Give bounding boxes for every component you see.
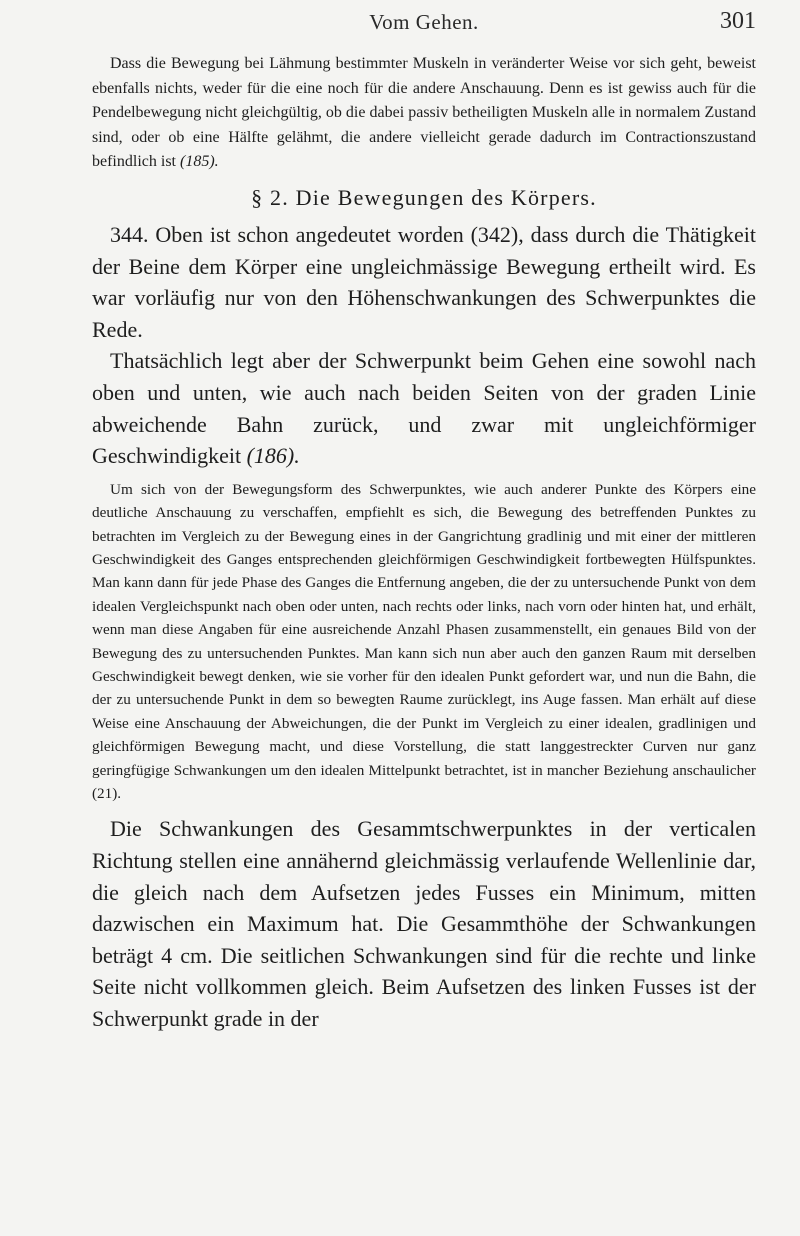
reference-note: (186). [246,443,300,469]
page-number: 301 [720,8,756,34]
paragraph-344: 344. Oben ist schon angedeutet worden (342), dass durch die Thätigkeit der Beine dem Körper eine ungleichmässige Bewegung ertheilt wird. Es war vorläufig nur von den Höhenschwankungen des Schwerpunktes die Rede. [92,221,756,342]
page-content [92,52,756,1035]
paragraph-text: Dass die Bewegung bei Lähmung bestimmter Muskeln in veränderter Weise vor sich geht, beweist ebenfalls nichts, weder für die eine noch für die andere Anschauung. Denn es ist gewiss auch für die Pendelbewegung nicht gleichgültig, ob die dabei passiv betheiligten Muskeln alle in normalem Zustand sind, oder ob eine Hälfte gelähmt, die andere vielleicht gerade dadurch im Contractionszustand befindlich ist [92,55,756,171]
paragraph-schwankungen: Die Schwankungen des Gesammtschwerpunktes in der verticalen Richtung stellen eine annähernd gleichmässig verlaufende Wellenlinie dar, die gleich nach dem Aufsetzen jedes Fusses ein Minimum, mitten dazwischen ein Maximum hat. Die Gesammthöhe der Schwankungen beträgt 4 cm. Die seitlichen Schwankungen sind für die rechte und linke Seite nicht vollkommen gleich. Beim Aufsetzen des linken Fusses ist der Schwerpunkt grade in der [92,816,756,1031]
paragraph-schwerpunkt-bahn [92,345,756,471]
page-header [92,10,756,42]
reference-note: (185). [179,153,219,171]
paragraph-text: Thatsächlich legt aber der Schwerpunkt beim Gehen eine sowohl nach oben und unten, wie auch nach beiden Seiten von der graden Linie abweichende Bahn zurück, und zwar mit ungleichförmiger Geschwindigkeit [92,348,756,469]
running-title: Vom Gehen. [369,10,479,34]
section-heading: § 2. Die Bewegungen des Körpers. [251,184,597,210]
paragraph-lahmung [92,52,756,175]
paragraph-fine-print: Um sich von der Bewegungsform des Schwerpunktes, wie auch anderer Punkte des Körpers eine deutliche Anschauung zu verschaffen, empfiehlt es sich, die Bewegung des betreffenden Punktes zu betrachten im Vergleich zu der Bewegung eines in der Gangrichtung gradlinig und mit einer der mittleren Geschwindigkeit des Ganges entsprechenden gleichförmigen Geschwindigkeit fortbewegten Hülfspunktes. Man kann dann für jede Phase des Ganges die Entfernung angeben, die der zu untersuchende Punkt von dem idealen Vergleichspunkt nach oben oder unten, nach rechts oder links, nach vorn oder hinten hat, und erhält, wenn man diese Angaben für eine ausreichende Anzahl Phasen zusammenstellt, ein genaues Bild von der Bewegung des zu untersuchenden Punktes. Man kann sich nun aber auch den ganzen Raum mit derselben Geschwindigkeit bewegt denken, wie sie vorher für den idealen Punkt gefordert war, und nun die Bahn, die der zu untersuchende Punkt in dem so bewegten Raume zurücklegt, ins Auge fassen. Man erhält auf diese Weise eine Anschauung der Abweichungen, die der Punkt im Vergleich zu einer idealen, gradlinigen und gleichförmigen Bewegung macht, und diese Vorstellung, die statt langgestreckter Curven nur ganz geringfügige Schwankungen um den idealen Mittelpunkt betrachtet, ist in mancher Beziehung anschaulicher (21). [92,480,756,802]
